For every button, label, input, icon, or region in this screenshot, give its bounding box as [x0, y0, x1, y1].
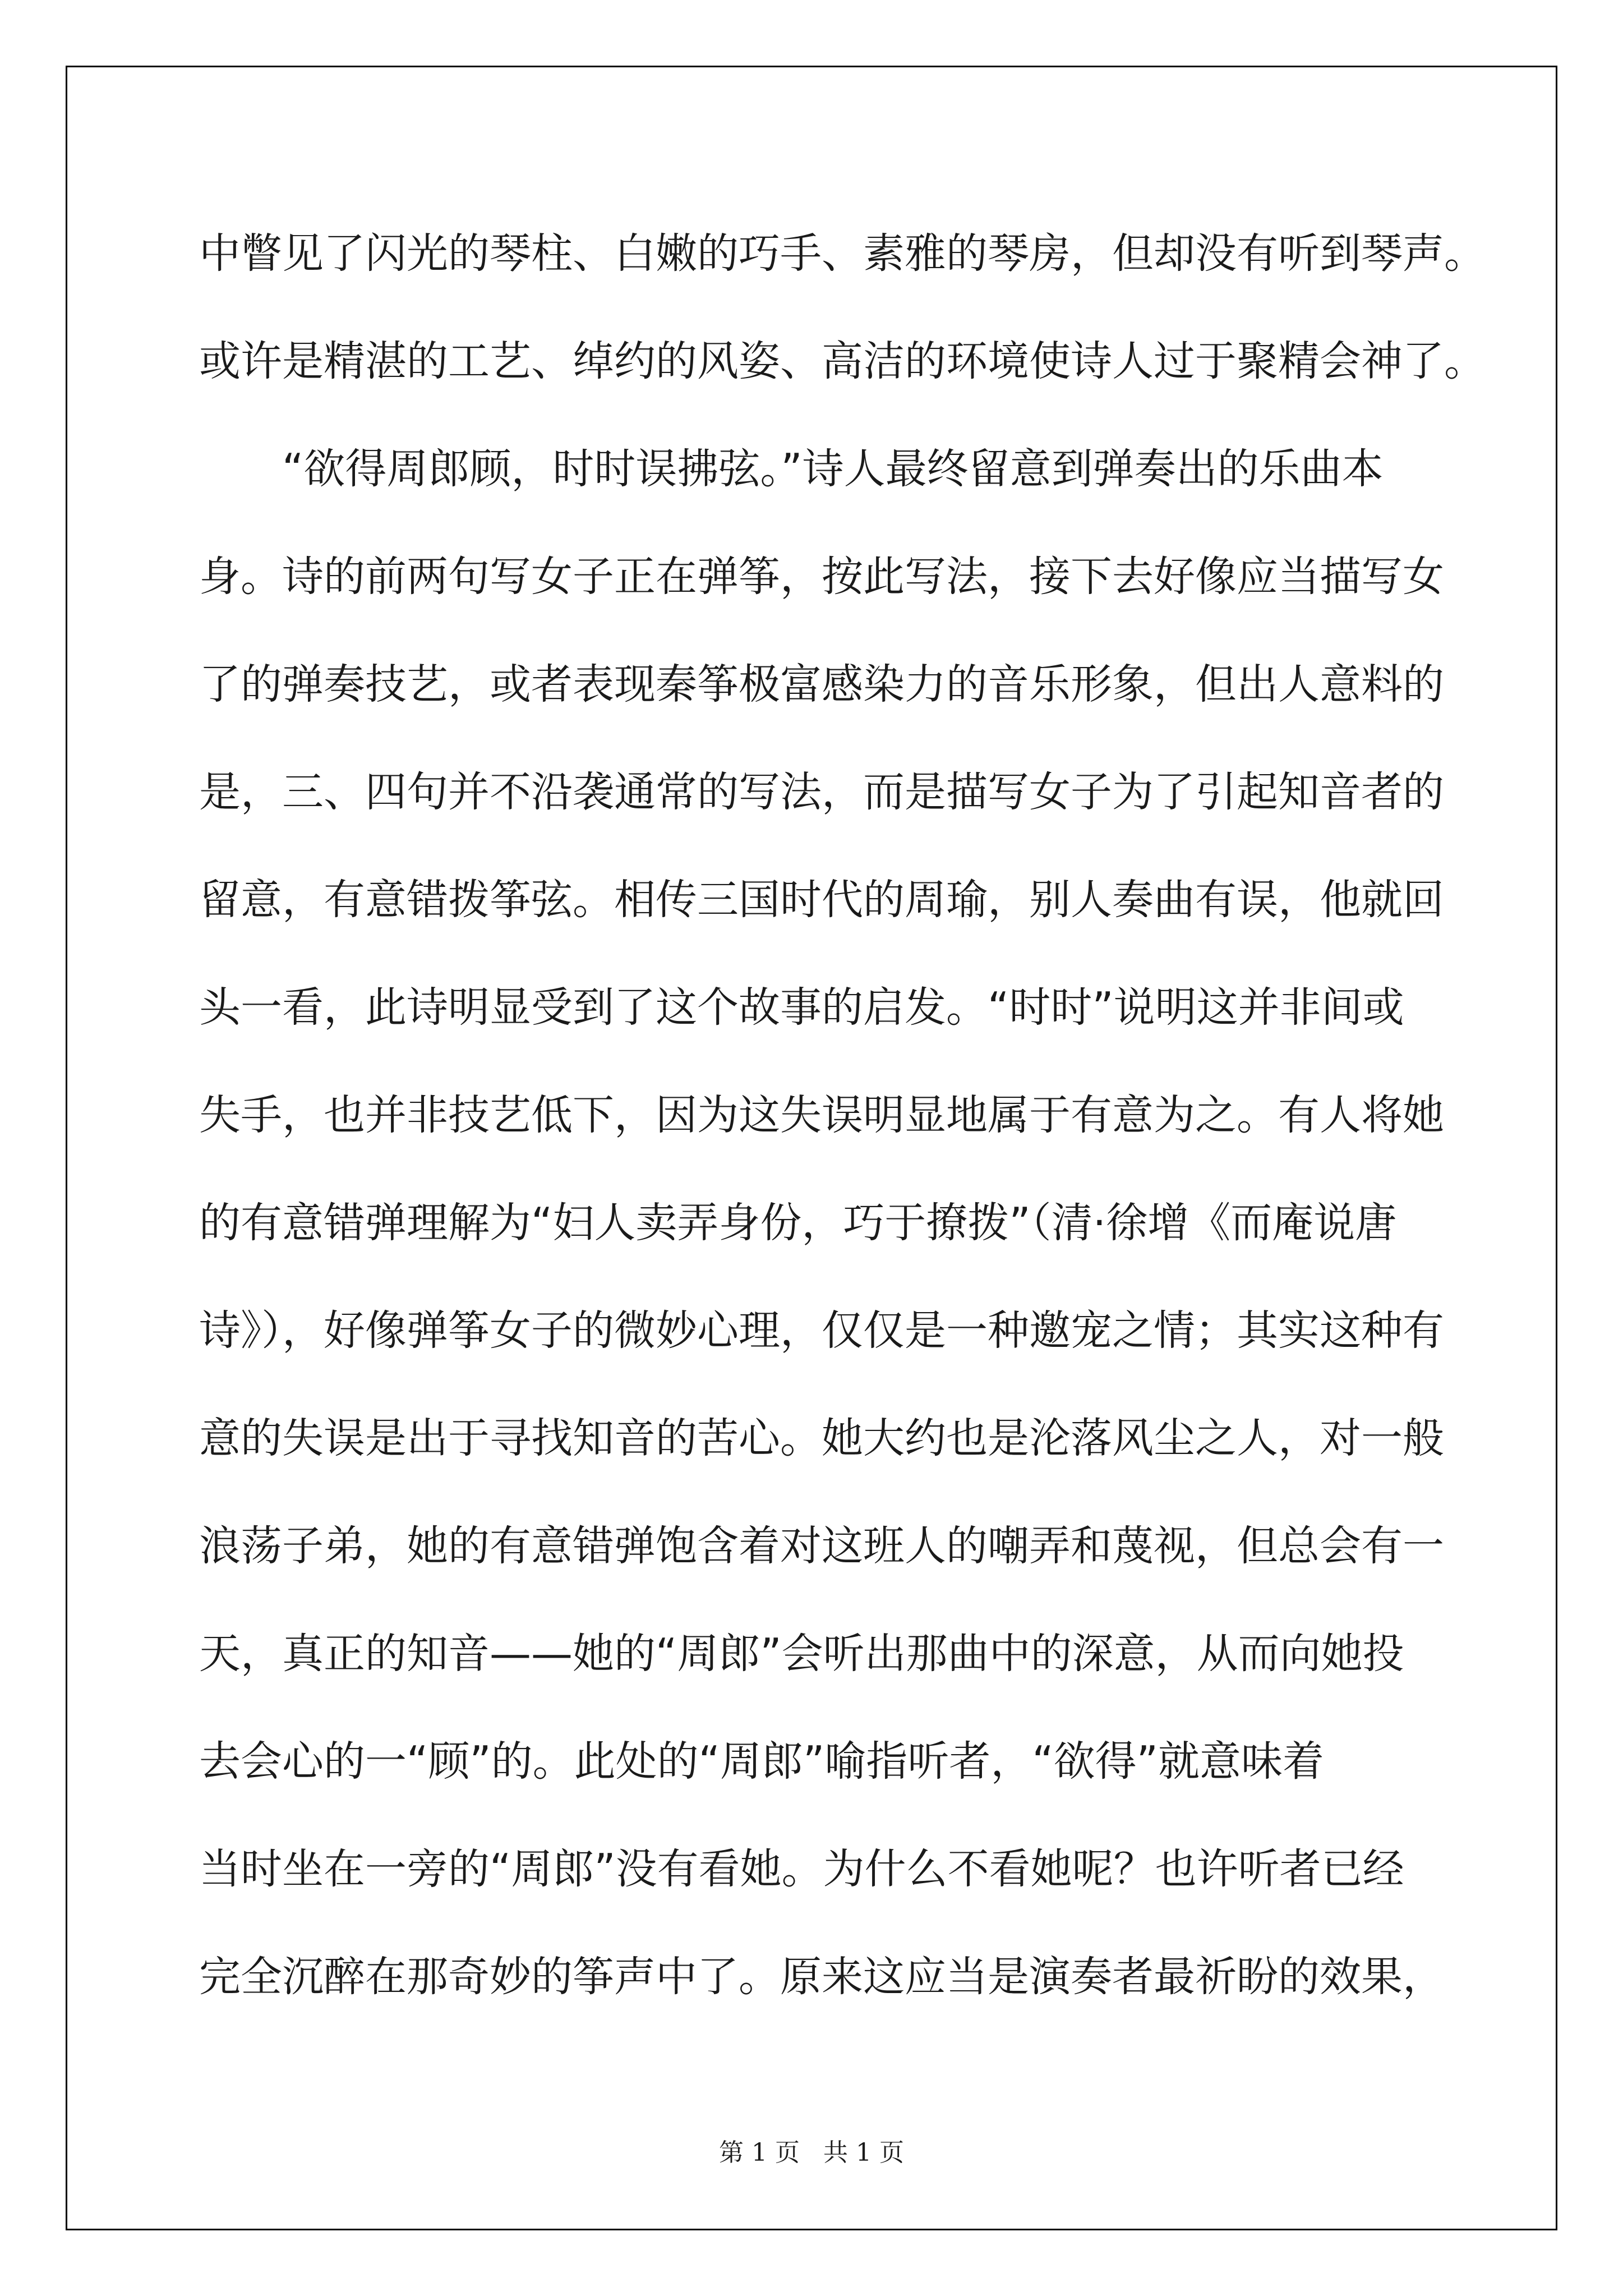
- text-line: 浪荡子弟，她的有意错弹饱含着对这班人的嘲弄和蔑视，但总会有一: [199, 1522, 1444, 1570]
- text-line: 是，三、四句并不沿袭通常的写法，而是描写女子为了引起知音者的: [199, 768, 1444, 816]
- text-line: 完全沉醉在那奇妙的筝声中了。原来这应当是演奏者最祈盼的效果，: [199, 1953, 1444, 2001]
- text-line: 天，真正的知音——她的“周郎”会听出那曲中的深意，从而向她投: [199, 1630, 1404, 1678]
- text-line: 或许是精湛的工艺、绰约的风姿、高洁的环境使诗人过于聚精会神了。: [199, 337, 1486, 385]
- text-line: 了的弹奏技艺，或者表现秦筝极富感染力的音乐形象，但出人意料的: [199, 660, 1444, 708]
- text-line: 失手，也并非技艺低下，因为这失误明显地属于有意为之。有人将她: [199, 1091, 1444, 1139]
- text-line: 诗》），好像弹筝女子的微妙心理，仅仅是一种邀宠之情；其实这种有: [199, 1306, 1444, 1355]
- paragraph-start-line: “欲得周郎顾，时时误拂弦。”诗人最终留意到弹奏出的乐曲本: [282, 445, 1384, 493]
- text-line: 中瞥见了闪光的琴柱、白嫩的巧手、素雅的琴房，但却没有听到琴声。: [199, 229, 1486, 278]
- text-line: 意的失误是出于寻找知音的苦心。她大约也是沦落风尘之人，对一般: [199, 1414, 1444, 1462]
- text-line: 留意，有意错拨筝弦。相传三国时代的周瑜，别人奏曲有误，他就回: [199, 876, 1444, 924]
- text-line: 身。诗的前两句写女子正在弹筝，按此写法，接下去好像应当描写女: [199, 553, 1444, 601]
- text-line: 头一看，此诗明显受到了这个故事的启发。“时时”说明这并非间或: [199, 983, 1404, 1032]
- page-number-footer: 第 1 页 共 1 页: [719, 2138, 904, 2167]
- text-line: 当时坐在一旁的“周郎”没有看她。为什么不看她呢？也许听者已经: [199, 1845, 1404, 1893]
- text-line: 去会心的一“顾”的。此处的“周郎”喻指听者，“欲得”就意味着: [199, 1737, 1325, 1786]
- text-line: 的有意错弹理解为“妇人卖弄身份，巧于撩拨”（清·徐增《而庵说唐: [199, 1199, 1397, 1247]
